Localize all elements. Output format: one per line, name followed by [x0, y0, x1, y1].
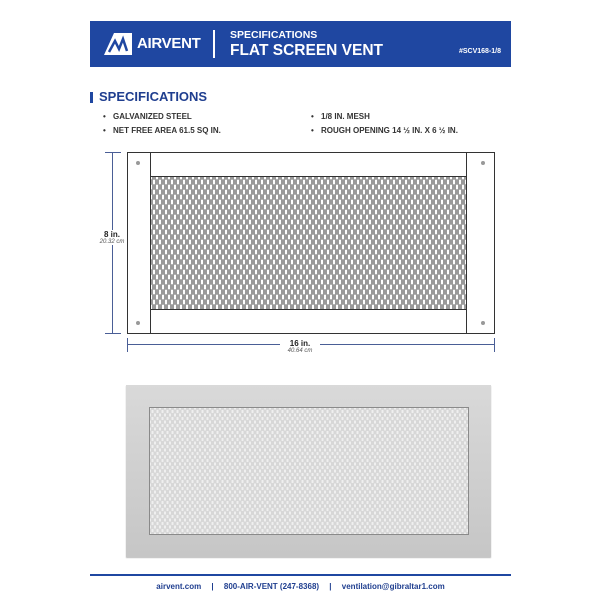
header-banner — [90, 21, 511, 67]
spec-item: • ROUGH OPENING 14 ½ IN. X 6 ½ IN. — [311, 126, 458, 135]
mesh-pattern — [151, 176, 466, 310]
screw-hole-icon — [481, 161, 485, 165]
width-label: 16 in. 40.64 cm — [280, 339, 320, 354]
footer-contact: airvent.com | 800-AIR-VENT (247-8368) | ventilation@gibraltar1.com — [156, 582, 445, 591]
product-sku: #SCV168-1/8 — [458, 48, 501, 55]
product-photo — [126, 385, 491, 557]
spec-item: • 1/8 IN. MESH — [311, 112, 370, 121]
screw-hole-icon — [136, 321, 140, 325]
header-subtitle: SPECIFICATIONS — [230, 29, 318, 41]
screw-hole-icon — [136, 161, 140, 165]
height-label: 8 in. 20.32 cm — [90, 230, 134, 245]
dimension-tick — [494, 338, 495, 352]
header-divider — [213, 30, 215, 58]
dimension-tick — [105, 152, 121, 153]
dimension-tick — [127, 338, 128, 352]
spec-item: • NET FREE AREA 61.5 SQ IN. — [103, 126, 221, 135]
section-heading: SPECIFICATIONS — [99, 89, 208, 104]
product-photo-mesh — [149, 407, 469, 535]
phone-number[interactable]: 800-AIR-VENT (247-8368) — [223, 582, 320, 591]
page-title: FLAT SCREEN VENT — [230, 42, 383, 59]
airvent-logo-icon — [104, 33, 132, 55]
brand-name: AIRVENT — [137, 35, 201, 52]
spec-item: • GALVANIZED STEEL — [103, 112, 192, 121]
email-link[interactable]: ventilation@gibraltar1.com — [341, 582, 445, 591]
screw-hole-icon — [481, 321, 485, 325]
website-link[interactable]: airvent.com — [156, 582, 202, 591]
section-accent-bar — [90, 92, 93, 103]
footer-divider — [90, 574, 511, 576]
dimension-tick — [105, 333, 121, 334]
vent-technical-drawing — [127, 152, 495, 334]
